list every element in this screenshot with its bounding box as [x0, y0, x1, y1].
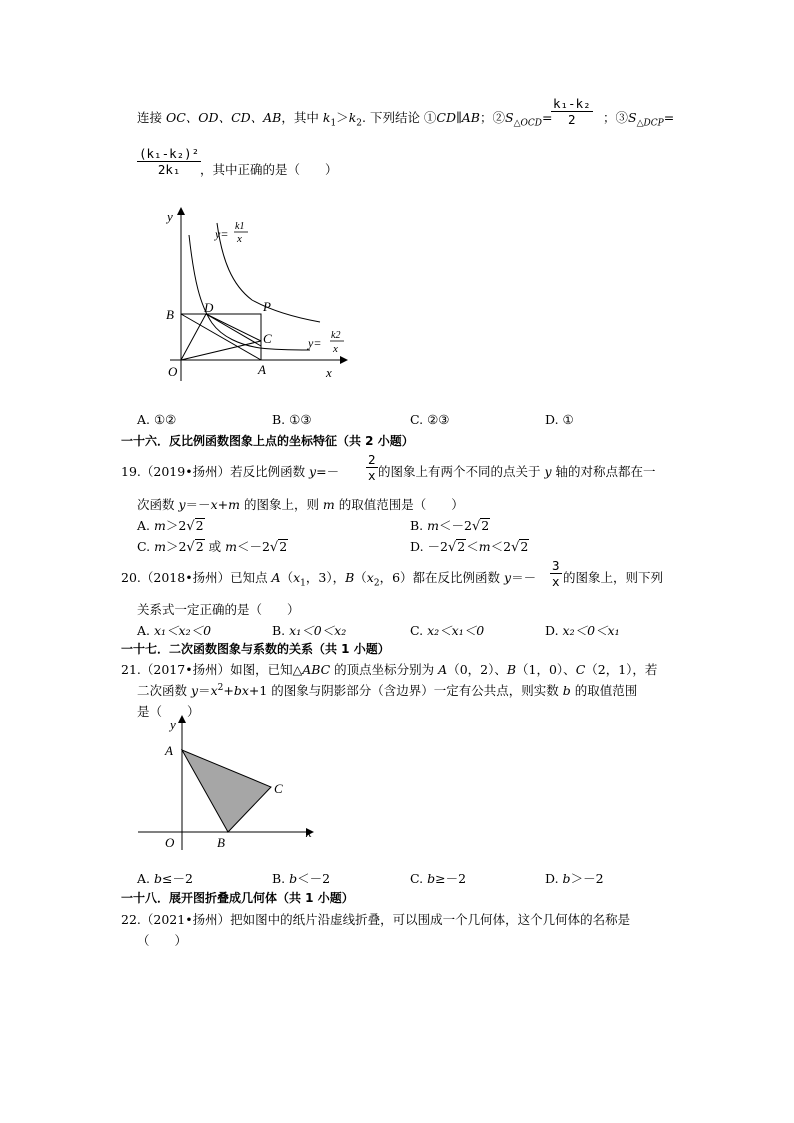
q21-option-d[interactable]: D. b＞－2	[545, 871, 604, 886]
q21-line2: 二次函数 $y=x^2+bx+1$ 的图象与阴影部分（含边界）一定有公共点，则实数 b 的取值范围	[137, 682, 638, 698]
label-B: B	[166, 307, 174, 322]
label-y: y	[170, 717, 176, 732]
q18-fraction-2: $\frac{\text{(k₁-k₂)²}}{\text{2k₁}}$	[139, 146, 200, 177]
q20-option-d[interactable]: D. x₂＜0＜x₁	[545, 623, 620, 638]
label-C: C	[274, 781, 283, 796]
q22-line2: （ ）	[137, 933, 188, 948]
section-18-heading: 一十八．展开图折叠成几何体（共 1 小题）	[121, 891, 354, 905]
curve2-label: y=	[308, 336, 322, 350]
segment-DC	[206, 314, 261, 341]
curve-k2	[189, 235, 310, 350]
curve2-num: k2	[331, 330, 341, 341]
curve1-label: y=	[215, 227, 229, 241]
q20-line1-end: 的图象上，则下列	[563, 570, 664, 585]
label-A: A	[258, 362, 266, 377]
q21-option-c[interactable]: C. b≥－2	[410, 871, 467, 886]
q20-option-b[interactable]: B. x₁＜0＜x₂	[272, 623, 347, 638]
section-16-heading: 一十六．反比例函数图象上点的坐标特征（共 2 小题）	[121, 434, 414, 448]
q18-figure	[160, 205, 350, 385]
q19-option-b[interactable]: B. m＜－2√2	[410, 518, 490, 534]
section-17-heading: 一十七．二次函数图象与系数的关系（共 1 小题）	[121, 642, 390, 656]
q20-line2: 关系式一定正确的是（ ）	[137, 602, 300, 617]
q18-option-a[interactable]: A. ①②	[137, 412, 177, 427]
q18-stem-line1: 连接 OC、OD、CD、AB，其中 $k_1>k_2$. 下列结论 ①CD∥AB；$②S_{\triangle OCD}=$	[137, 110, 553, 129]
q18-option-d[interactable]: D. ①	[545, 412, 574, 427]
curve2-den: x	[333, 343, 338, 355]
curve1-den: x	[237, 233, 242, 245]
q21-line3: 是（ ）	[137, 704, 200, 719]
label-P: P	[263, 299, 271, 314]
segment-OC	[181, 341, 261, 360]
label-C: C	[263, 331, 272, 346]
q19-option-c[interactable]: C. m＞2√2 或 m＜－2√2	[137, 539, 288, 555]
q19-fraction: $\frac{2}{x}$	[368, 452, 376, 483]
q19-line1: 19.（2019•扬州）若反比例函数 y=－	[121, 464, 340, 479]
q19-line1-end: 的图象上有两个不同的点关于 y 轴的对称点都在一	[378, 464, 656, 479]
label-O: O	[165, 835, 175, 850]
label-x: x	[306, 825, 312, 840]
q19-option-a[interactable]: A. m＞2√2	[137, 518, 204, 534]
label-A: A	[165, 743, 173, 758]
label-B: B	[217, 835, 225, 850]
label-O: O	[168, 364, 178, 379]
q19-line2: 次函数 y＝－x+m 的图象上，则 m 的取值范围是（ ）	[137, 497, 464, 512]
q21-figure	[135, 713, 320, 853]
q21-option-a[interactable]: A. b≤－2	[137, 871, 193, 886]
label-D: D	[204, 300, 214, 315]
shaded-triangle-ABC	[182, 750, 271, 832]
q18-fraction-1: $\frac{\text{k₁-k₂}}{2}$	[553, 96, 591, 127]
q21-option-b[interactable]: B. b＜－2	[272, 871, 331, 886]
q20-option-c[interactable]: C. x₂＜x₁＜0	[410, 623, 485, 638]
q18-stem-line1-end: ；$③S_{\triangle DCP}=$	[603, 110, 675, 129]
q21-line1: 21.（2017•扬州）如图，已知△ABC 的顶点坐标分别为 A（0，2）、B（1，0）、C（2，1），若	[121, 662, 658, 677]
label-x: x	[326, 365, 332, 380]
q20-line1: 20.（2018•扬州）已知点 $A(x_1$，3），$B(x_2$，6）都在反比例函数 y＝－	[121, 570, 537, 589]
q18-option-b[interactable]: B. ①③	[272, 412, 312, 427]
q18-stem-line2: ，其中正确的是（ ）	[200, 162, 338, 177]
q20-fraction: $\frac{3}{x}$	[552, 558, 560, 589]
q22-line1: 22.（2021•扬州）把如图中的纸片沿虚线折叠，可以围成一个几何体，这个几何体的名称是	[121, 912, 631, 927]
label-y: y	[167, 209, 173, 224]
curve1-num: k1	[235, 221, 245, 232]
q20-option-a[interactable]: A. x₁＜x₂＜0	[137, 623, 212, 638]
q18-option-c[interactable]: C. ②③	[410, 412, 450, 427]
segment-DC2	[206, 314, 261, 346]
q19-option-d[interactable]: D. －2√2＜m＜2√2	[410, 539, 529, 555]
